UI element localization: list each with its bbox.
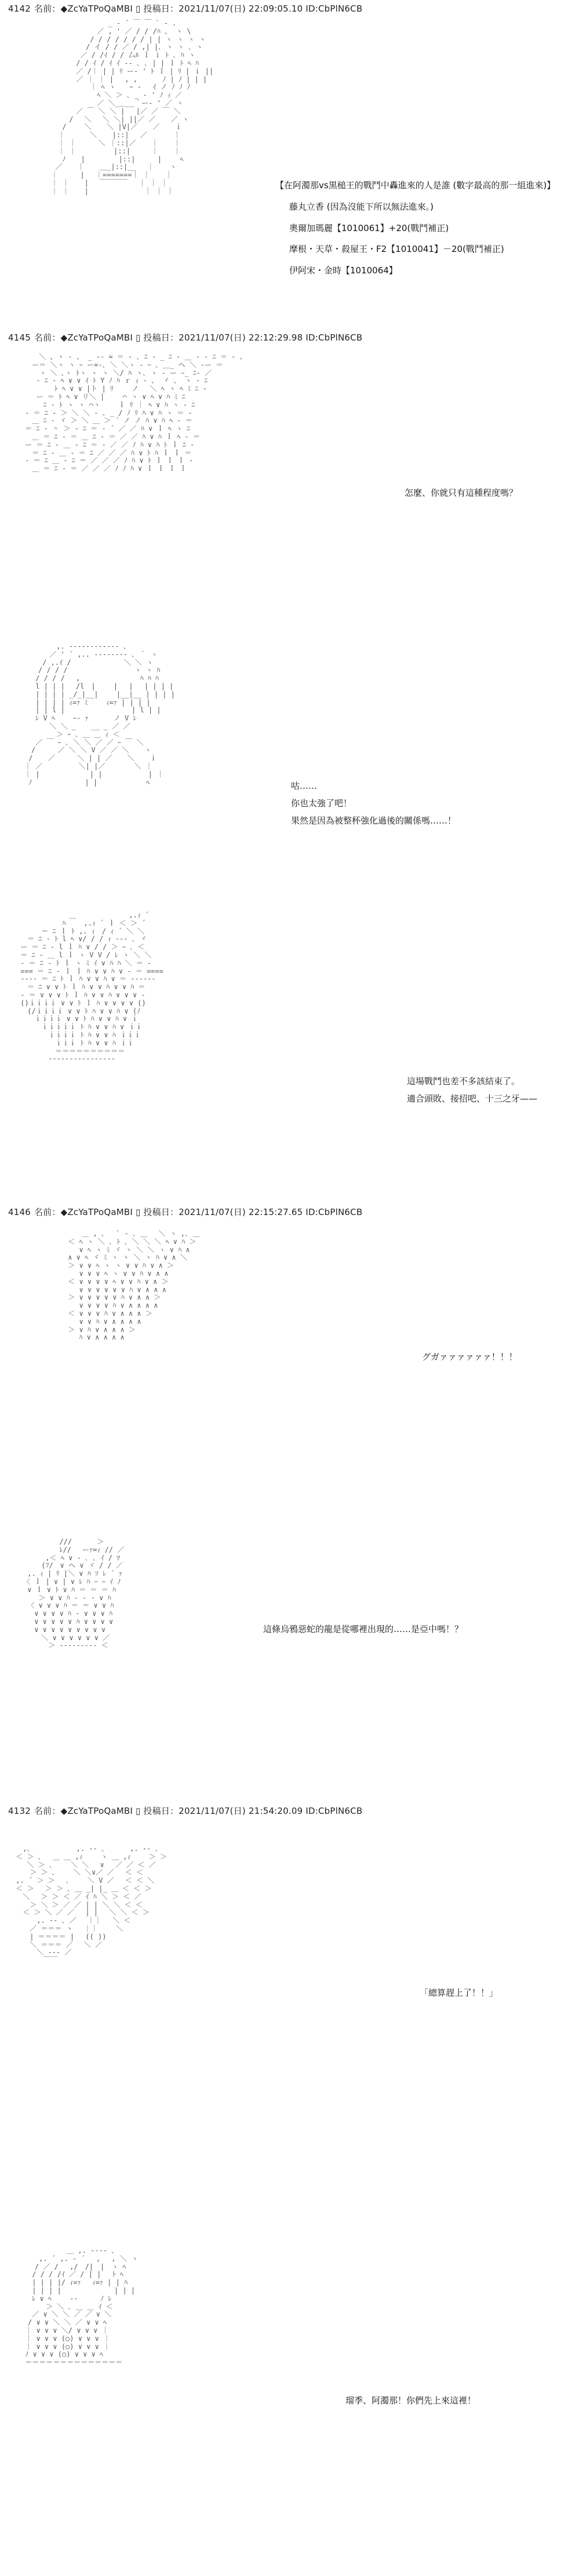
post-number: 4146 [8, 1207, 31, 1217]
dialog-line: 你也太強了吧！ [291, 798, 352, 808]
dialog-line: 這場戰鬥也差不多該結束了。 [407, 1076, 520, 1086]
notice-line: 伊阿宋・金時【1010064】 [289, 265, 398, 276]
ascii-art-character-1: _ ‐ ´ ￣ ￣ ` ‐ . ／ , ' ／ / / /ﾊ 、 ヽ \ / / / / / / / | | ヽ ヽ ヽ ヽ / イ / / ／ / ,| |､ ヽ ヽ ､ ヽ ／ / /ｲ / / 厶ﾙ ｌ ｉ ﾄ ､ ﾊ ヽ / / ｲ / ｲ ｲ ‐‐ ､ ､ | | ｌ ﾄ ﾍ ﾊ ／ /｜ | | ﾘ ー‐ ' ﾄ ｌ | ﾘ | ｉ || ／ ｜ ｜ | , , ﾉ | ﾉ | | | ｜ ﾍ ヽ ｰ ‐ ｲ ノ ﾉ ﾉ ﾉ ﾍ ＼ ＞ ､ _ ‐ ' ﾉ ｨ ／ ／ ＼_＿__｀ー‐ ' ／ ヽ ／ ￣ ＼ ＼ | |／ ／ ￣ ＼ / ＼ ＼ ＼| ||／ ／ ／ ヽ / ＼ ＼ |V|／ ／ ｉ ｜ ＼ |::| ／ ｜ ｜ ｜ ＼ ｜::|／ ｜ ｜ ｜ ｜ |::| ｜ ｜ ﾉ | |::| | ﾍ ／ ｜ ＿_|::|__ ｜ ヽ ｜ | ｜=======｜ ｜ ｜ ｜ ｜ | ￣￣￣￣ ｜ ｜ ｜ ｜ ｜ | ｜ ｜ ｜ [51, 19, 214, 195]
dialog-line: 這條烏鴉惡蛇的龍是從哪裡出現的……是亞中嗎！？ [263, 1624, 464, 1634]
post-header-4146 [8, 1206, 362, 1218]
dialog-group [407, 1073, 537, 1107]
post-header-4132 [8, 1805, 362, 1817]
post-meta: 名前：◆ZcYaTPoQaMBI ▯ 投稿日：2021/11/07(日) 21:54:20.09 ID:CbPlN6CB [34, 1806, 363, 1816]
post-header-4145 [8, 331, 362, 343]
dialog-line: 瑠季、阿濁那！你們先上來這裡！ [345, 2395, 476, 2406]
ascii-art-character-4: ＿ ,. ‐‐‐‐ ､ ,. ´ ,. ‐ ´ , , ＼ ヽ / ／ / ,/ /| | ヽ ﾍ / / / /ｲ ／ / | | ﾄ ﾍ | | | |/ ｨ=ｧ ｨ=ｧ | | ﾊ | | | | | | | ﾚ ∨ ﾍ ‐‐ ﾉ ﾚ ＞ ＼ ､ ＿ ＿ ｲ ＜ ／ ∨ ＼ ＼ ／ ／ ∨ ＼ / ∨ ∨ ＼ ＼ ／ ∨ ∨ ﾍ ｜ ∨ ∨ ∨ ＼/ ∨ ∨ ∨ ｜ ｜ ∨ ∨ ∨ (○) ∨ ∨ ∨ ｜ ｜ ∨ ∨ ∨ (○) ∨ ∨ ∨ ｜ ﾉ ∨ ∨ ∨ (○) ∨ ∨ ∨ ﾍ ＝＝＝＝＝＝＝＝＝＝＝＝＝＝ [25, 2246, 139, 2367]
dialog-line: 「總算趕上了！！」 [420, 1988, 498, 1998]
post-meta: 名前：◆ZcYaTPoQaMBI ▯ 投稿日：2021/11/07(日) 22:12:29.98 ID:CbPlN6CB [34, 332, 363, 343]
post-meta: 名前：◆ZcYaTPoQaMBI ▯ 投稿日：2021/11/07(日) 22:09:05.10 ID:CbPlN6CB [34, 3, 363, 14]
post-number: 4132 [8, 1806, 31, 1816]
ascii-art-winged-arrival: ,､ ,. ‐‐ ､ ,. ‐‐ ､ ＜ ＞ ､ ＿ ＿ ,ｨ ヽ ＿ ,ｨ ＞ ＞ ＼ ＞ ､ ＼ ＼ ∨ ／ ／ ＜ ／ ＞ ＞ ､ ＼ ＼∨／ ／ ＜ ＜ ,. ´ ＞ ＞ ､ ＼ V ／ ＜ ＜ ＼ ＜ ＞ ＞ ＞ ､ ＿ _| |_ ＿ ＜ ＜ ＞ ＼ ＞ ＞ ＜ ／ ｲ ﾊ ＼ ＞ ＜ ／ ＞ ＼ ＞ ／ ／ | | ＼ ＼ ＜ ＜ ＜ ＞ ＼ ／ ／ | | ＼ ＼ ＜ ＞ ,. ‐‐ ､ ／ ｜｜ ＼ ＜ ／ ＝＝＝ ヽ ｜｜ ＼ | ＝＝＝＝ | (( )) ＼ ＝＝＝ ／ ＼ ／ ＼ ‐‐‐ ／ ￣￣ [16, 1845, 167, 1965]
post-header-4142 [8, 2, 362, 14]
vote-notice [275, 175, 555, 281]
notice-line: 藤丸立香 (因為沒能下所以無法進來。) [289, 201, 434, 212]
ascii-art-battle-1: ＼ 、ヽ ‐ 、 _ ‐‐ = ＝ ‐ ､ ﾆ ‐ _ ﾆ ‐ ＿ ‐ ‐ ﾆ ＝ ‐ 、 ー＝ ＼ヽ ヽ ｰ ー=-､ ＼ ＼ヽ ‐ ｰ ､ ＿_ ヘ ＼ ‐ー ＝ ヽ ＼ ､ヽ ﾄヽ ヽ ヽ ＼/ ﾊ ヽ､ ヽ ‐ ー ｰ_ ﾆ‐ ／ ‐ ﾆ ‐ ﾍ ∨ ∨ ｲ ﾄ Y ﾉ ﾊ ｒ ｨ ‐ 、 ヾ 、 ヽ ‐ ﾆ ﾄ ﾍ ∨ ∨ |ト | ﾘ ノ ＼ ﾍ ヽ ﾍ ﾐ ﾆ ‐ ー ＝ ﾄ ﾍ ∨ リ＼ | ⌒ ヽ ∨ ﾍ ∨ ﾊ ﾐ ﾆ ﾆ ‐ ﾄ ヽ ヽ ⌒ヽ ｌ ﾘ ｜ ﾍ ∨ ﾊ ヽ ‐ ﾆ ‐ ＝ ﾆ ‐ ＞ ＼ ＼ ‐ ､ _ / ﾉ ﾘ ﾊ ∨ ﾊ ヽ ＝ ‐ ＿ ﾆ ‐ ヾ ＞ ＼ ＿ ＞ ´ ノ ノ ﾊ ∨ ﾊ ﾍ ‐ ＝ ＝ ﾆ ‐ ＾ ＞ ‐ ﾆ ＝ ‐ ´ ／ ／ ﾊ ∨ ｌ ﾍ ヽ ﾆ ＿ ＝ ﾆ ‐ ＝ ＿ ﾆ ‐ ＝ ／ ／ ﾊ ∨ ﾊ ｌ ﾍ ‐ ＝ ー ＝ ﾆ ‐ ＿ ‐ ﾆ ＝ ‐ ／ ／ ﾉ ﾊ ∨ ﾊ ﾄ ｌ ﾆ ‐ ＝ ﾆ ‐ ＿ ‐ ＝ ﾆ ／ ／ ／ ﾊ ∨ ﾄ ﾊ ｌ ｌ ＝ ‐ ＝ ﾆ ＿ ‐ ﾆ ＝ ／ ／ ／ ﾉ ﾊ ∨ ﾄ ｌ ｌ ｌ ‐ ＿ ＝ ﾆ ‐ ＝ ／ ／ ／ ﾉ ﾉ ﾊ ∨ ｌ ｌ ｌ ｌ [25, 353, 247, 473]
dialog-line: 適合頭敗、接招吧、十三之牙—— [407, 1093, 538, 1104]
ascii-art-dragon: ＿ , ､ ` ‐ ､ ＿ ＼ ヽ ,､ ＿ ＜ ﾍ ヽ ＼ ､ ﾄ ､ ＼ ＼ ＼ ﾍ ∨ ﾊ ＞ ∨ ﾍ ヽ ﾐ ヾ ヽ ＼ ＼ ヽ ∨ ﾊ ∧ ∧ ∨ ﾍ ヾ ﾐ ヽ ヽ ＼ ヽ ﾊ ∨ ∧ ＼ ＞ ∨ ∨ ﾍ ヽ ヽ ∨ ∨ ﾊ ∨ ∧ ＞ ∨ ∨ ∨ ﾍ ヽ ∨ ∨ ﾊ ∨ ∧ ∧ ＜ ∨ ∨ ∨ ∨ ﾍ ∨ ∨ ﾊ ∨ ∧ ＞ ∨ ∨ ∨ ∨ ∨ ∨ ﾊ ∨ ∧ ∧ ∧ ＞ ∨ ∨ ∨ ∨ ∨ ﾊ ∨ ∧ ∧ ＞ ∨ ∨ ∨ ∨ ﾊ ∨ ∧ ∧ ∧ ∧ ＜ ∨ ∨ ∨ ﾊ ∨ ∧ ∧ ∧ ＞ ∨ ∨ ﾊ ∨ ∧ ∧ ∧ ∧ ＞ ∨ ﾊ ∨ ∧ ∧ ∧ ＞ ﾊ ∨ ∧ ∧ ∧ ∧ [68, 1230, 200, 1342]
dialog-group [291, 777, 456, 829]
notice-line: 摩根・天草・殺屋王・F2【1010041】－20(戰鬥補正) [289, 244, 504, 255]
post-number: 4145 [8, 332, 31, 343]
ascii-art-character-2: ,. -‐‐‐‐‐‐‐‐‐‐- ､ ／ ' ´ ,.. ‐‐‐‐‐‐‐- ､ ｀ ヽ / ,.ｲ / ＼ ＼ ヽ / / / / ヽ ヽ ﾊ / / / / , ﾊ ﾊ ﾊ l | | | /l | | | | | | | | | | | _/_|__| |__|__ | | | | | | | | ｨ=ｧ ﾐ ｨ=ｧ | | | | | | l | | l | | ﾚ V ﾍ ｰ‐ ｧ ノ V ﾚ ＼ ＼ _ __ _ ／ ／ ＞ ｰ ､ ＿ ＿ ｨ ＜ ／ ￣ ｰ ､ ＼ ＼ ／ ／ ｰ ￣ ＼ / ／ ＼ ＼ V ／ ／ ＼ ヽ / ／ ＼ | | ／ ＼ ｉ ｜ ／ ＼| |／ ＼ ｜ ｜ | | | | ｜ ﾉ | | ﾍ [24, 642, 175, 786]
post-meta: 名前：◆ZcYaTPoQaMBI ▯ 投稿日：2021/11/07(日) 22:15:27.65 ID:CbPlN6CB [34, 1207, 363, 1217]
ascii-art-character-3: /// ＞ ﾚ// ーｧ=ｨ // ／ ,＜ ﾍ ∨ ‐ ､ ､ ｲ / ﾂ (ﾌ/ ∨ ヘ ∨ ヾ / / ／ ,. ｨ | ﾘ |＼ ∨ ﾊ ｿ ﾚ ´ ｧ 〈 ｌ | ∨ | ∨ ﾚ ﾊ ｰ ｰ ｲ ﾉ ∨ ｌ ∨ ﾄ ∨ ﾊ ＝ ＝ ＝ ﾊ ＞ ∨ ∨ ﾊ ‐ ‐ ‐ ∨ ﾊ 〈 ∨ ∨ ∨ ﾊ ＝ ＝ ∨ ∨ ﾊ ∨ ∨ ∨ ∨ ﾊ ‐ ∨ ∨ ∨ ﾊ ∨ ∨ ∨ ∨ ∨ ﾊ ∨ ∨ ∨ ∨ ∨ ∨ ∨ ∨ ∨ ∨ ∨ ∨ ∨ ＼ ∨ ∨ ∨ ∨ ∨ ∨ ／ ＞ ‐‐‐‐‐‐‐‐‐ ＜ [23, 1538, 125, 1650]
dialog-line: 果然是因為被整杯強化過後的關係嗎……！ [291, 815, 457, 826]
dialog-line: 怎麼、你就只有這種程度嗎？ [405, 488, 518, 498]
ascii-art-battle-2: ＿ ,.ｨ ´ ﾊ ,.ｨ ´ ｌ ＜ ＞ ´ ＝ ﾆ ｌ ﾄ ,. ｨ / ｨ ´ ＼ ＼ ＝ ﾆ ‐ ﾄ l ﾍ ∨/ / / ｨ ‐‐‐ ､ ヾ ー ＝ ﾆ ‐ l ｌ ﾊ ∨ / / ＞ ｰ ､ ＜ ＝ ﾆ ‐ ＿ l ｌ ヽ V V / ﾚ ヽ ＼ ＼ ‐ ＝ ﾆ ‐ ﾄ ｌ ヽ ﾐ ｲ ∨ ﾊ ﾊ ＼ ＝ ‐ === ＝ ﾆ ‐ ｌ ｌ ﾊ ∨ ∨ ﾊ ∨ ‐ ＝ ==== ‐‐‐‐ ＝ ﾆ ﾄ ｌ ﾊ ∨ ∨ ﾊ ∨ ＝ ‐‐‐‐‐‐ ＝ ﾆ ∨ ∨ ﾄ ｌ ﾊ ∨ ∨ ﾊ ∨ ∨ ﾊ ＝ ‐ ＝ ∨ ∨ ∨ ﾄ ｌ ﾊ ∨ ∨ ﾊ ∨ ∨ ∨ ‐ ()ｉｉｉｉ ∨ ∨ ﾄ ｌ ﾊ ∨ ∨ ∨ ∨ () (/ｉｉｉｉ ∨ ∨ ﾄ ﾊ ∨ ∨ ﾊ ∨ (ﾉ ｉｉｉｉ ∨ ∨ ﾄ ﾊ ∨ ∨ ﾊ ∨ ｉ ｉｉｉｉｉ ﾄ ﾊ ∨ ∨ ﾊ ∨ ｉｉ ｉｉｉｉ ﾄ ﾊ ∨ ∨ ﾊ ｉｉｉ ｉｉｉ ﾄ ﾊ ∨ ∨ ﾊ ｉｉ ＝＝＝＝＝＝＝＝＝＝ ‐‐‐‐‐‐‐‐‐‐‐‐‐‐‐‐ [20, 911, 163, 1063]
post-number: 4142 [8, 3, 31, 14]
dialog-line: 咕…… [291, 781, 318, 791]
notice-line: 奧爾加瑪麗【1010061】+20(戰鬥補正) [289, 222, 449, 233]
dialog-line: グガァァァァァァ！！！ [422, 1352, 518, 1362]
notice-title: 【在阿濁那vs黒槌王的戰鬥中轟進來的人是誰 (數字最高的那一組進來)】 [275, 180, 556, 191]
